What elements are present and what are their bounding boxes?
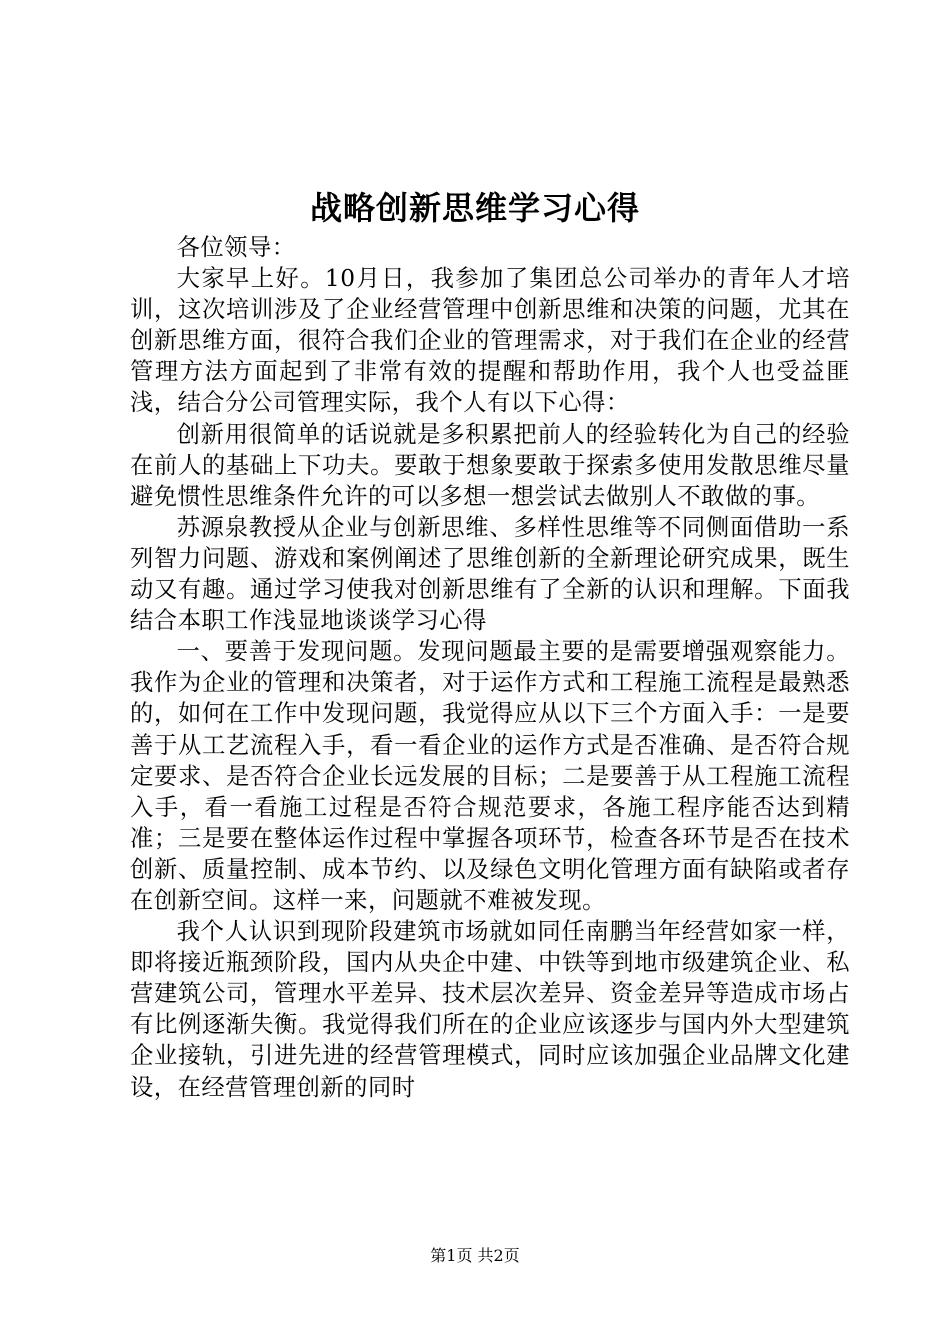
document-title: 战略创新思维学习心得 bbox=[309, 189, 640, 227]
body-paragraph: 大家早上好。10月日，我参加了集团总公司举办的青年人才培训，这次培训涉及了企业经营管理中创新思维和决策的问题，尤其在创新思维方面，很符合我们企业的管理需求，对于我们在企业的经营管理方法方面起到了非常有效的提醒和帮助作用，我个人也受益匪浅，结合分公司管理实际，我个人有以下心得： bbox=[130, 265, 850, 417]
body-paragraph: 一、要善于发现问题。发现问题最主要的是需要增强观察能力。我作为企业的管理和决策者，对于运作方式和工程施工流程是最熟悉的，如何在工作中发现问题，我觉得应从以下三个方面入手：一是要善于从工艺流程入手，看一看企业的运作方式是否准确、是否符合规定要求、是否符合企业长远发展的目标；二是要善于从工程施工流程入手，看一看施工过程是否符合规范要求，各施工程序能否达到精准；三是要在整体运作过程中掌握各项环节，检查各环节是否在技术创新、质量控制、成本节约、以及绿色文明化管理方面有缺陷或者存在创新空间。这样一来，问题就不难被发现。 bbox=[130, 638, 850, 914]
document-body bbox=[130, 232, 850, 1103]
body-paragraph: 创新用很简单的话说就是多积累把前人的经验转化为自己的经验在前人的基础上下功夫。要敢于想象要敢于探索多使用发散思维尽量避免惯性思维条件允许的可以多想一想尝试去做别人不敢做的事。 bbox=[130, 420, 850, 510]
body-paragraph: 苏源泉教授从企业与创新思维、多样性思维等不同侧面借助一系列智力问题、游戏和案例阐述了思维创新的全新理论研究成果，既生动又有趣。通过学习使我对创新思维有了全新的认识和理解。下面我结合本职工作浅显地谈谈学习心得 bbox=[130, 513, 850, 635]
salutation-paragraph: 各位领导： bbox=[176, 234, 296, 261]
page-number-footer: 第1页 共2页 bbox=[430, 1246, 520, 1265]
body-paragraph: 我个人认识到现阶段建筑市场就如同任南鹏当年经营如家一样，即将接近瓶颈阶段，国内从央企中建、中铁等到地市级建筑企业、私营建筑公司，管理水平差异、技术层次差异、资金差异等造成市场占有比例逐渐失衡。我觉得我们所在的企业应该逐步与国内外大型建筑企业接轨，引进先进的经营管理模式，同时应该加强企业品牌文化建设，在经营管理创新的同时 bbox=[130, 918, 850, 1101]
